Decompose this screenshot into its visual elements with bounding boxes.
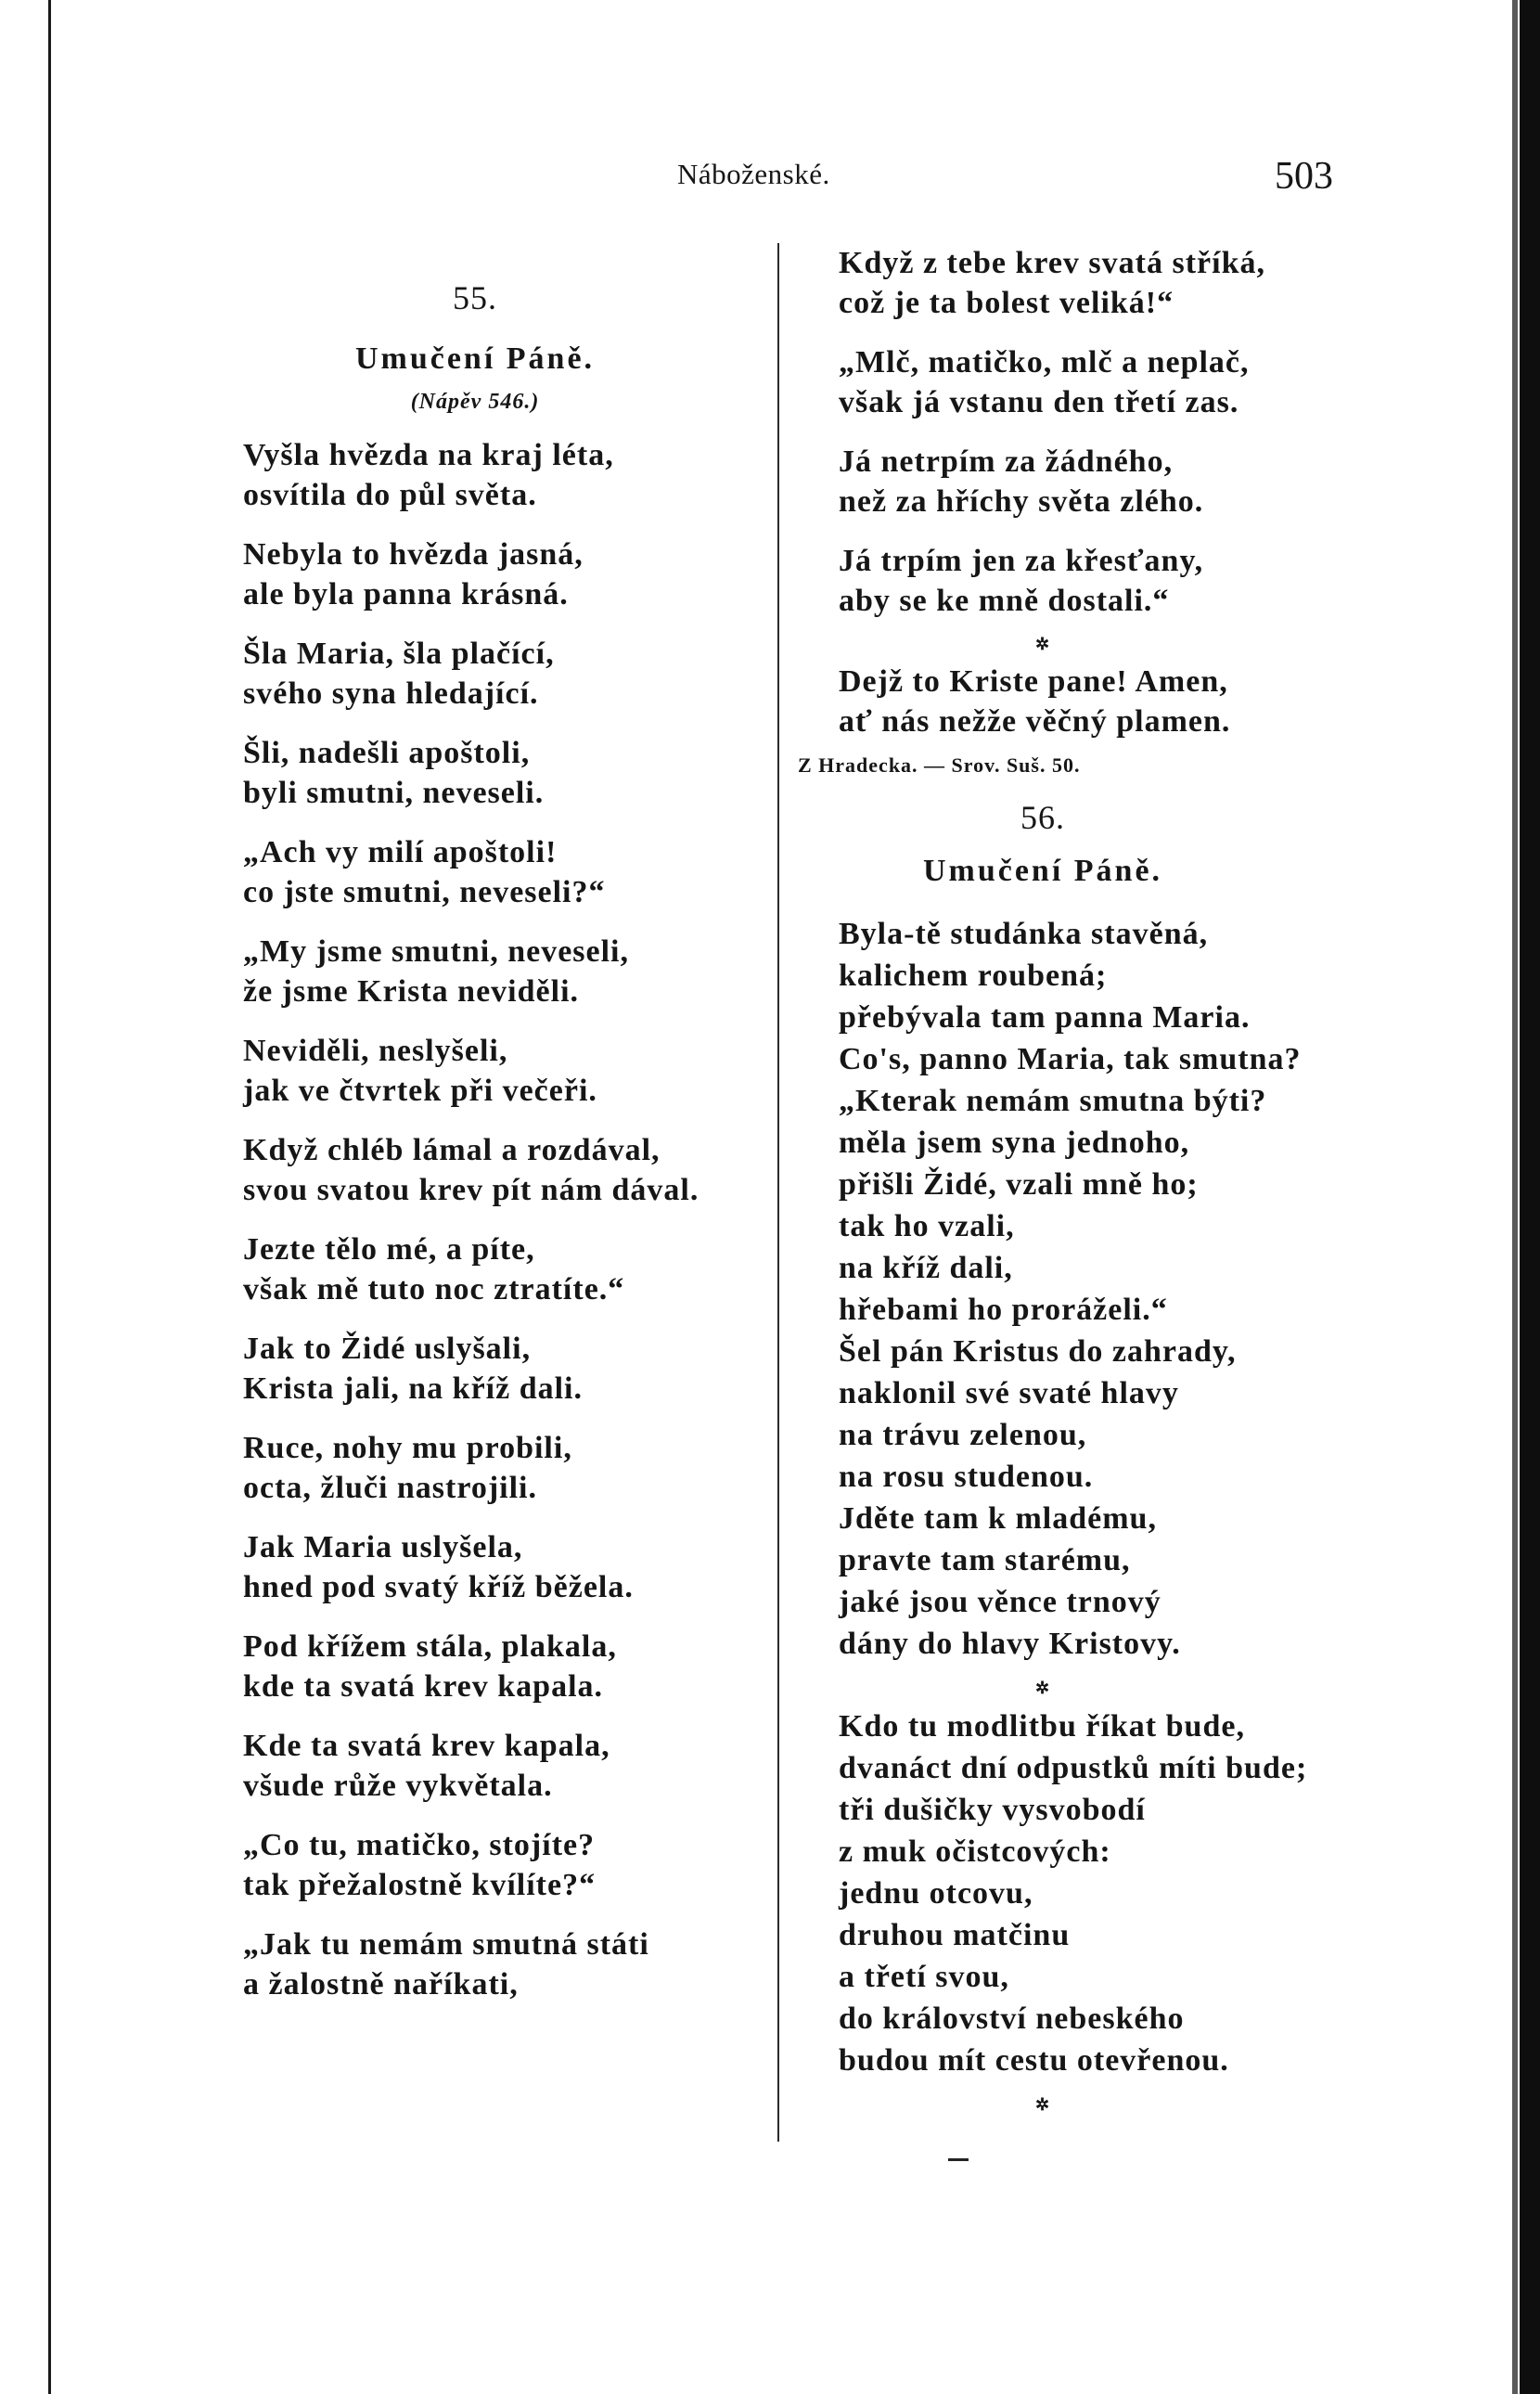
verse-line: kde ta svatá krev kapala. <box>243 1669 604 1704</box>
source-note: Z Hradecka. — Srov. Suš. 50. <box>798 753 1081 777</box>
stanza <box>243 1627 772 1706</box>
stanza <box>243 435 772 515</box>
stanza <box>839 442 1358 521</box>
page-number: 503 <box>1275 155 1333 198</box>
scan-page-edge-right <box>1520 0 1540 2394</box>
stanza <box>243 733 772 813</box>
verse-line: Krista jali, na kříž dali. <box>243 1371 583 1406</box>
verse-line: byli smutni, neveseli. <box>243 776 545 810</box>
stanza-list <box>839 243 1358 621</box>
verse-line: a třetí svou, <box>839 1960 1009 1994</box>
stanza-list <box>839 913 1358 1665</box>
verse-line: Ruce, nohy mu probili, <box>243 1431 572 1465</box>
stanza <box>243 1329 772 1409</box>
verse-line: budou mít cestu otevřenou. <box>839 2043 1229 2078</box>
verse-line: však já vstanu den třetí zas. <box>839 385 1239 419</box>
verse-line: Šla Maria, šla plačící, <box>243 637 555 671</box>
stanza <box>243 1527 772 1607</box>
verse-line: svou svatou krev pít nám dával. <box>243 1173 699 1207</box>
stanza <box>839 342 1358 422</box>
song-number: 56. <box>1020 799 1065 836</box>
tune-note: (Nápěv 546.) <box>410 390 540 414</box>
verse-line: Kdo tu modlitbu říkat bude, <box>839 1709 1245 1744</box>
stanza <box>243 634 772 714</box>
verse-line: na rosu studenou. <box>839 1460 1094 1494</box>
verse-line: svého syna hledající. <box>243 676 539 711</box>
stanza <box>243 1825 772 1905</box>
verse-line: z muk očistcových: <box>839 1834 1111 1869</box>
verse-line: Neviděli, neslyšeli, <box>243 1034 508 1068</box>
verse-line: tak ho vzali, <box>839 1209 1015 1243</box>
stanza <box>243 1924 772 2004</box>
section-divider-ornament: ✲ <box>1034 635 1051 653</box>
verse-line: kalichem roubená; <box>839 959 1108 993</box>
verse-line: „Jak tu nemám smutná státi <box>243 1927 649 1962</box>
verse-line: Vyšla hvězda na kraj léta, <box>243 438 614 472</box>
scan-page-edge-left <box>48 0 51 2394</box>
verse-line: tak přežalostně kvílíte?“ <box>243 1868 597 1902</box>
verse-line: na kříž dali, <box>839 1251 1013 1285</box>
verse-line: a žalostně naříkati, <box>243 1967 519 2001</box>
verse-line: než za hříchy světa zlého. <box>839 484 1204 519</box>
verse-line: dány do hlavy Kristovy. <box>839 1627 1181 1661</box>
stanza <box>243 1130 772 1210</box>
verse-line: Dejž to Kriste pane! Amen, <box>839 664 1228 699</box>
column-divider-rule <box>777 243 779 2142</box>
verse-line: pravte tam starému, <box>839 1543 1131 1577</box>
verse-line: Jděte tam k mladému, <box>839 1501 1157 1536</box>
verse-line: co jste smutni, neveseli?“ <box>243 875 606 909</box>
stanza <box>243 1726 772 1806</box>
song-title: Umučení Páně. <box>354 341 596 376</box>
verse-line: „Mlč, matičko, mlč a neplač, <box>839 345 1250 380</box>
verse-line: Byla-tě studánka stavěná, <box>839 917 1209 951</box>
verse-line: Co's, panno Maria, tak smutna? <box>839 1042 1302 1076</box>
verse-line: hned pod svatý kříž běžela. <box>243 1570 634 1604</box>
verse-line: Šli, nadešli apoštoli, <box>243 736 531 770</box>
verse-line: tři dušičky vysvobodí <box>839 1793 1146 1827</box>
stanza <box>839 1705 1358 2081</box>
verse-line: jednu otcovu, <box>839 1876 1033 1911</box>
verse-line: „Ach vy milí apoštoli! <box>243 835 558 869</box>
verse-line: všude růže vykvětala. <box>243 1769 553 1803</box>
verse-line: Já netrpím za žádného, <box>839 444 1174 479</box>
verse-line: Jak Maria uslyšela, <box>243 1530 523 1564</box>
stanza-list <box>243 435 772 2004</box>
stanza <box>839 662 1358 741</box>
verse-line: octa, žluči nastrojili. <box>243 1471 537 1505</box>
stanza <box>243 932 772 1011</box>
stanza <box>243 832 772 912</box>
stanza <box>243 1428 772 1508</box>
stanza <box>243 1031 772 1111</box>
stanza-list <box>839 1705 1358 2081</box>
running-head: Náboženské. <box>677 158 830 190</box>
verse-line: Pod křížem stála, plakala, <box>243 1629 617 1664</box>
verse-line: jak ve čtvrtek při večeři. <box>243 1074 597 1108</box>
verse-line: Jezte tělo mé, a píte, <box>243 1232 535 1267</box>
section-divider-ornament: ✲ <box>1034 1679 1051 1697</box>
verse-line: naklonil své svaté hlavy <box>839 1376 1179 1410</box>
verse-line: měla jsem syna jednoho, <box>839 1126 1190 1160</box>
verse-line: však mě tuto noc ztratíte.“ <box>243 1272 625 1306</box>
right-column <box>798 243 1358 2122</box>
verse-line: Když z tebe krev svatá stříká, <box>839 246 1265 280</box>
verse-line: ať nás nežže věčný plamen. <box>839 704 1231 739</box>
verse-line: že jsme Krista neviděli. <box>243 974 580 1009</box>
verse-line: „Kterak nemám smutna býti? <box>839 1084 1267 1118</box>
stanza <box>243 534 772 614</box>
verse-line: „My jsme smutni, neveseli, <box>243 934 630 969</box>
verse-line: přebývala tam panna Maria. <box>839 1000 1251 1035</box>
verse-line: „Co tu, matičko, stojíte? <box>243 1828 596 1862</box>
left-column <box>243 278 772 2024</box>
printer-dash-mark <box>948 2158 969 2161</box>
song-title: Umučení Páně. <box>922 854 1163 888</box>
verse-line: ale byla panna krásná. <box>243 577 569 611</box>
verse-line: Nebyla to hvězda jasná, <box>243 537 584 572</box>
verse-line: což je ta bolest veliká!“ <box>839 286 1174 320</box>
scan-page-edge-shadow <box>1512 0 1518 2394</box>
stanza <box>839 243 1358 323</box>
verse-line: jaké jsou věnce trnový <box>839 1585 1161 1619</box>
stanza <box>839 541 1358 621</box>
verse-line: Když chléb lámal a rozdával, <box>243 1133 661 1167</box>
verse-line: aby se ke mně dostali.“ <box>839 584 1170 618</box>
verse-line: Já trpím jen za křesťany, <box>839 544 1204 578</box>
verse-line: osvítila do půl světa. <box>243 478 537 512</box>
stanza <box>839 913 1358 1665</box>
verse-line: Jak to Židé uslyšali, <box>243 1332 532 1366</box>
stanza <box>243 1229 772 1309</box>
verse-line: přišli Židé, vzali mně ho; <box>839 1167 1199 1202</box>
verse-line: druhou matčinu <box>839 1918 1071 1952</box>
stanza-list <box>839 662 1358 741</box>
verse-line: Šel pán Kristus do zahrady, <box>839 1334 1237 1369</box>
verse-line: Kde ta svatá krev kapala, <box>243 1729 610 1763</box>
section-divider-ornament: ✲ <box>1034 2095 1051 2114</box>
verse-line: na trávu zelenou, <box>839 1418 1087 1452</box>
song-number: 55. <box>453 279 497 316</box>
verse-line: do království nebeského <box>839 2001 1185 2036</box>
verse-line: hřebami ho proráželi.“ <box>839 1293 1168 1327</box>
verse-line: dvanáct dní odpustků míti bude; <box>839 1751 1308 1785</box>
